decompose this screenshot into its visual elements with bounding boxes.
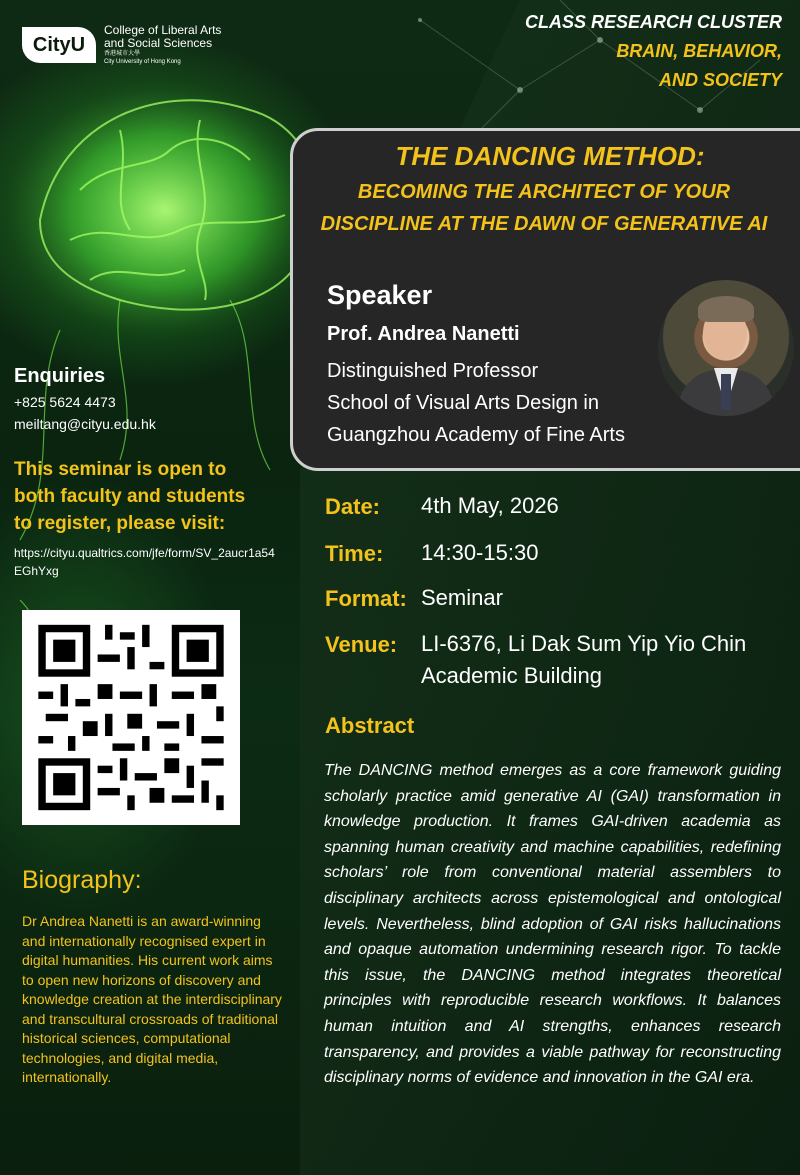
venue-value	[421, 628, 746, 692]
qr-code[interactable]	[22, 610, 240, 825]
enquiries-heading: Enquiries	[14, 365, 106, 387]
college-name	[104, 24, 221, 66]
speaker-heading: Speaker	[327, 280, 433, 310]
biography-text: Dr Andrea Nanetti is an award-winning and internationally recognised expert in digital humanities. His current work aims to open new horizons of discovery and knowledge creation at the interdisciplinary and transcultural crossroads of traditional historical sciences, computational technologies, and digital media, internationally.	[22, 913, 282, 1085]
venue-line-2: Academic Building	[421, 663, 602, 688]
research-cluster	[525, 8, 782, 95]
cluster-line-2: BRAIN, BEHAVIOR,	[616, 41, 782, 61]
speaker-role: Distinguished Professor	[327, 360, 539, 382]
format-label: Format:	[325, 586, 407, 611]
qr-icon	[22, 610, 240, 825]
speaker-name: Prof. Andrea Nanetti	[327, 323, 520, 345]
date-value: 4th May, 2026	[421, 493, 559, 518]
event-subtitle	[294, 176, 794, 240]
venue-line-1: LI-6376, Li Dak Sum Yip Yio Chin	[421, 631, 747, 656]
speaker-details	[327, 355, 625, 451]
abstract-heading: Abstract	[325, 713, 415, 738]
subtitle-line-2: DISCIPLINE AT THE DAWN OF GENERATIVE AI	[320, 213, 768, 235]
event-title: THE DANCING METHOD:	[395, 141, 705, 171]
registration-url[interactable]: https://cityu.qualtrics.com/jfe/form/SV_2aucr1a54EGhYxg	[14, 546, 275, 578]
subtitle-line-1: BECOMING THE ARCHITECT OF YOUR	[357, 181, 731, 203]
enquiries-email[interactable]: meiltang@cityu.edu.hk	[14, 416, 156, 432]
cityu-logo-mark: CityU	[22, 27, 96, 63]
speaker-affiliation-2: Guangzhou Academy of Fine Arts	[327, 424, 625, 446]
cluster-line-3: AND SOCIETY	[658, 70, 782, 90]
biography-heading: Biography:	[22, 866, 142, 894]
university-name: City University of Hong Kong	[104, 59, 181, 65]
cluster-line-1: CLASS RESEARCH CLUSTER	[524, 12, 782, 32]
enquiries-phone: +825 5624 4473	[14, 394, 116, 410]
venue-label: Venue:	[325, 632, 398, 657]
speaker-affiliation-1: School of Visual Arts Design in	[327, 392, 600, 414]
abstract-text: The DANCING method emerges as a core framework guiding scholarly practice amid generative AI (GAI) transformation in knowledge production. It frames GAI-driven academia as spanning human creativity and machine capabilities, redefining scholars’ role from conventional material assemblers to disciplinary architects across epistemological and ontological levels. Nevertheless, blind adoption of GAI risks hallucinations and opaque automation undermining research rigor. To tackle this issue, the DANCING method integrates theoretical principles with reproducible research workflows. It balances human intuition and AI strengths, enhances research transparency, and provides a viable pathway for reconstructing disciplinary norms of evidence and innovation in the GAI era.	[324, 762, 781, 1087]
speaker-photo	[658, 280, 794, 416]
cityu-logo	[22, 24, 221, 66]
time-value: 14:30-15:30	[421, 540, 539, 565]
college-line-1: College of Liberal Arts	[104, 23, 222, 37]
registration-line-1: This seminar is open to	[14, 459, 227, 480]
date-label: Date:	[325, 494, 381, 519]
chinese-name: 香港城市大學	[104, 51, 141, 57]
format-value: Seminar	[421, 585, 503, 610]
college-line-2: and Social Sciences	[104, 36, 213, 50]
registration-line-3: to register, please visit:	[14, 513, 226, 534]
time-label: Time:	[325, 541, 384, 566]
registration-line-2: both faculty and students	[14, 486, 246, 507]
registration-note	[14, 456, 284, 537]
